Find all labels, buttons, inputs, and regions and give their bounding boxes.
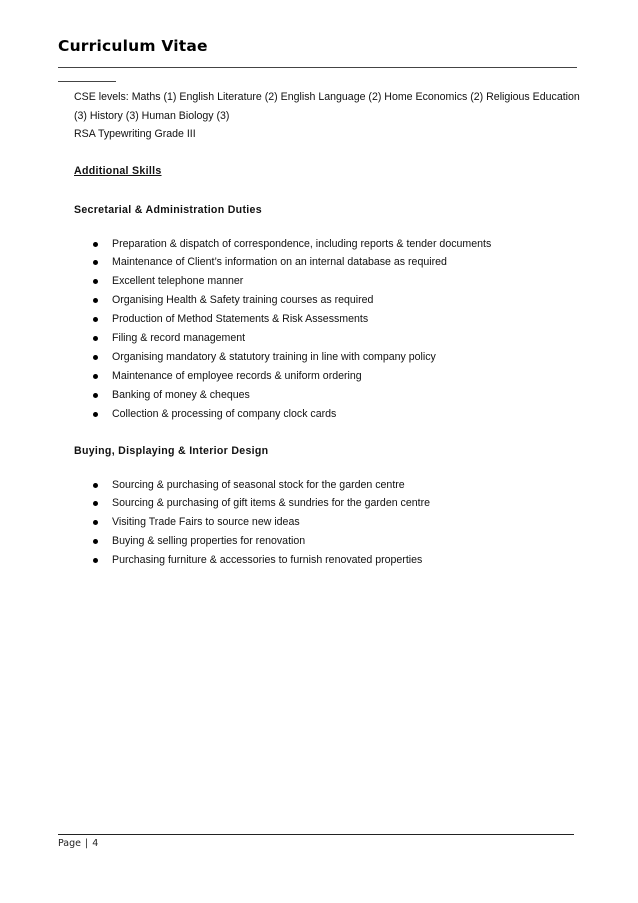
education-line: (3) History (3) Human Biology (3) bbox=[74, 109, 230, 122]
page-label: Page bbox=[58, 838, 81, 849]
list-item bbox=[74, 476, 594, 495]
bullet-icon bbox=[93, 298, 98, 303]
bullet-icon bbox=[93, 483, 98, 488]
bullet-icon bbox=[93, 558, 98, 563]
education-line: CSE levels: Maths (1) English Literature (2) English Language (2) Home Economics (2) Religious Education bbox=[74, 91, 580, 103]
list-item-text: Preparation & dispatch of correspondence, including reports & tender documents bbox=[112, 237, 492, 250]
footer-divider bbox=[58, 834, 574, 835]
list-item-text: Sourcing & purchasing of seasonal stock for the garden centre bbox=[112, 478, 405, 491]
bullet-icon bbox=[93, 520, 98, 525]
list-item-text: Banking of money & cheques bbox=[112, 388, 250, 401]
list-item bbox=[74, 235, 594, 254]
bullet-icon bbox=[93, 317, 98, 322]
list-item bbox=[74, 513, 594, 532]
bullet-icon bbox=[93, 393, 98, 398]
page-content bbox=[74, 88, 594, 570]
bullet-icon bbox=[93, 539, 98, 544]
list-item bbox=[74, 310, 594, 329]
bullet-icon bbox=[93, 501, 98, 506]
header-divider bbox=[58, 67, 577, 68]
header-short-divider bbox=[58, 81, 116, 82]
secretarial-list bbox=[74, 235, 594, 424]
bullet-icon bbox=[93, 336, 98, 341]
list-item bbox=[74, 494, 594, 513]
list-item bbox=[74, 291, 594, 310]
list-item-text: Maintenance of Client’s information on an internal database as required bbox=[112, 256, 447, 269]
document-title: Curriculum Vitae bbox=[58, 37, 208, 55]
list-item-text: Filing & record management bbox=[112, 332, 246, 345]
page-footer bbox=[58, 838, 98, 849]
list-item-text: Sourcing & purchasing of gift items & sundries for the garden centre bbox=[112, 497, 430, 510]
list-item-text: Purchasing furniture & accessories to furnish renovated properties bbox=[112, 554, 423, 567]
list-item bbox=[74, 532, 594, 551]
buying-list bbox=[74, 476, 594, 571]
list-item-text: Organising Health & Safety training courses as required bbox=[112, 294, 374, 307]
buying-heading: Buying, Displaying & Interior Design bbox=[74, 444, 269, 457]
page-number: 4 bbox=[92, 838, 99, 849]
list-item-text: Maintenance of employee records & uniform ordering bbox=[112, 369, 362, 382]
list-item-text: Buying & selling properties for renovation bbox=[112, 535, 306, 548]
list-item bbox=[74, 405, 594, 424]
list-item-text: Excellent telephone manner bbox=[112, 275, 244, 288]
bullet-icon bbox=[93, 279, 98, 284]
additional-skills-heading: Additional Skills bbox=[74, 164, 162, 177]
list-item bbox=[74, 272, 594, 291]
education-line: RSA Typewriting Grade III bbox=[74, 128, 196, 140]
bullet-icon bbox=[93, 412, 98, 417]
bullet-icon bbox=[93, 355, 98, 360]
list-item bbox=[74, 551, 594, 570]
list-item bbox=[74, 253, 594, 272]
list-item-text: Production of Method Statements & Risk Assessments bbox=[112, 313, 369, 326]
bullet-icon bbox=[93, 374, 98, 379]
list-item-text: Organising mandatory & statutory training in line with company policy bbox=[112, 350, 436, 363]
bullet-icon bbox=[93, 242, 98, 247]
list-item bbox=[74, 386, 594, 405]
list-item bbox=[74, 348, 594, 367]
bullet-icon bbox=[93, 260, 98, 265]
list-item-text: Collection & processing of company clock cards bbox=[112, 407, 337, 420]
list-item-text: Visiting Trade Fairs to source new ideas bbox=[112, 516, 300, 529]
page-separator: | bbox=[85, 838, 89, 849]
list-item bbox=[74, 367, 594, 386]
list-item bbox=[74, 329, 594, 348]
secretarial-heading: Secretarial & Administration Duties bbox=[74, 203, 262, 216]
